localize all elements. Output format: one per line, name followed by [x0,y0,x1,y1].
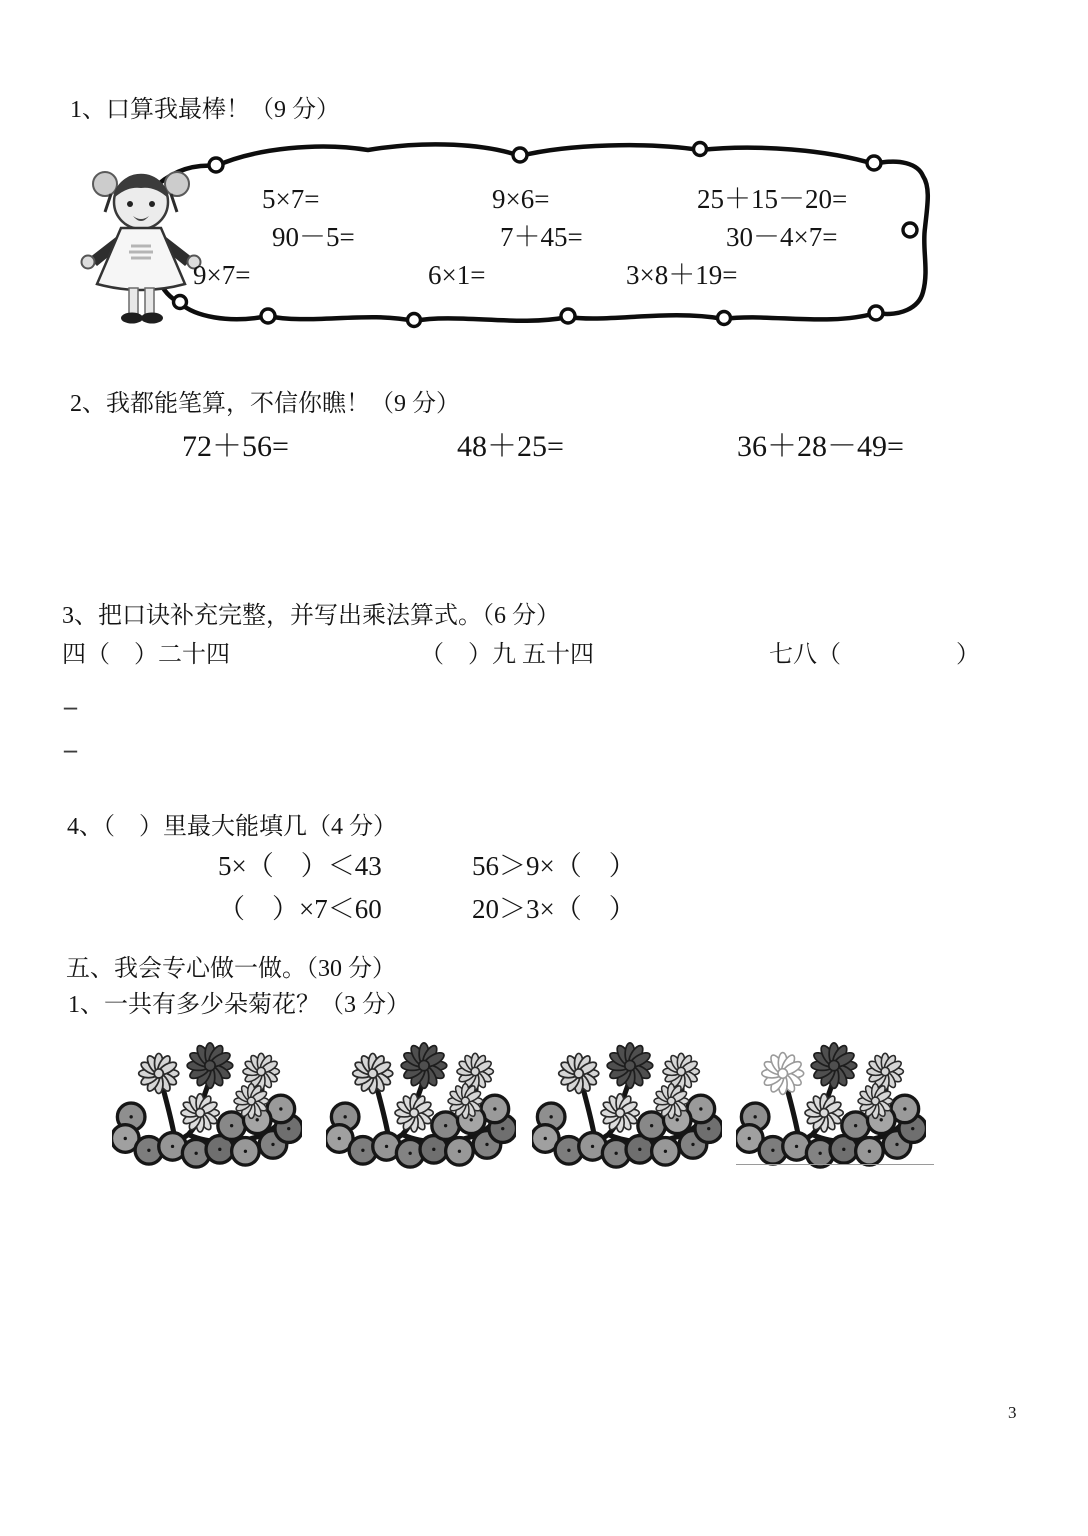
section-title-formula: 3、把口诀补充完整，并写出乘法算式。（6 分） [62,603,560,629]
flower-cluster [112,1040,302,1170]
section-title-maxfill: 4、（ ）里最大能填几（4 分） [67,814,397,840]
maxfill-problem: （ ）×7＜60 [218,894,382,924]
formula-blank: （ ）九 五十四 [420,642,594,668]
question-flowers: 1、一共有多少朵菊花？（3 分） [68,992,410,1018]
answer-dash: – [64,692,77,721]
oral-problem: 7＋45= [500,222,583,252]
hair-bun-right [165,172,189,196]
flower-cluster-with-white-flower [736,1040,926,1170]
flower-cluster [532,1040,722,1170]
oral-problem: 9×7= [193,260,251,290]
maxfill-problem: 5×（ ）＜43 [218,851,382,881]
written-problem: 72＋56= [182,430,289,463]
oral-problem: 6×1= [428,260,486,290]
girl-illustration [75,160,207,328]
oral-problem: 25＋15－20= [697,184,848,214]
flower-cluster [326,1040,516,1170]
answer-dash: – [64,735,77,764]
formula-blank: 四（ ）二十四 [62,642,230,668]
written-problem: 36＋28－49= [737,430,904,463]
hair-bun-left [93,172,117,196]
written-problem: 48＋25= [457,430,564,463]
cluster-underline [736,1164,934,1165]
page-number: 3 [1008,1403,1017,1422]
oral-problem: 9×6= [492,184,550,214]
formula-blank: 七八（ [769,642,841,668]
oral-problem: 3×8＋19= [626,260,738,290]
oral-problem: 30－4×7= [726,222,838,252]
formula-blank-close-paren: ） [956,642,980,668]
section-title-written: 2、我都能笔算，不信你瞧！（9 分） [70,391,460,417]
white-outline-flower [762,1053,804,1095]
section-title-five: 五、我会专心做一做。（30 分） [66,956,396,982]
oral-problem: 90－5= [272,222,355,252]
shoe-right [141,313,163,324]
section-title-oral: 1、口算我最棒！（9 分） [70,97,340,123]
oral-problem: 5×7= [262,184,320,214]
shoe-left [121,313,143,324]
maxfill-problem: 20＞3×（ ） [472,894,636,924]
maxfill-problem: 56＞9×（ ） [472,851,636,881]
